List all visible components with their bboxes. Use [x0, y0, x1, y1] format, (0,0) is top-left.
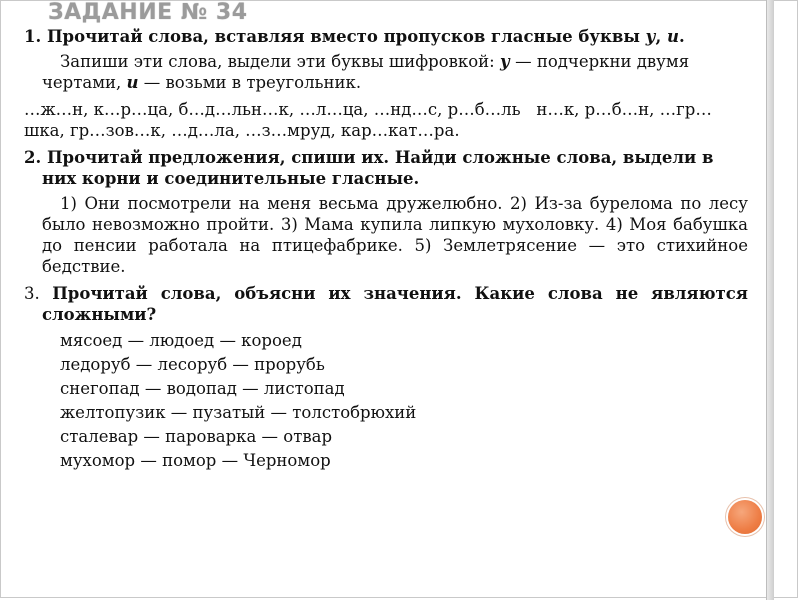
task1-letter-u: у — [645, 27, 656, 46]
task1-heading — [24, 26, 748, 47]
task1-instr-i: и — [126, 73, 139, 92]
orange-circle-decoration — [728, 500, 762, 534]
task3-heading-text: Прочитай слова, объясни их значения. Какие слова не являются сложными? — [42, 284, 748, 324]
task3-heading — [24, 283, 748, 325]
task1-instr-part3: — возьми в треугольник. — [138, 73, 362, 92]
task1-sep: , — [655, 27, 667, 46]
list-item: снегопад — водопад — листопад — [60, 379, 345, 398]
page-title: ЗАДАНИЕ № 34 — [48, 0, 248, 25]
slide-content — [24, 26, 748, 473]
task2-text: 1) Они посмотрели на меня весьма дружелюбно. 2) Из-за бурелома по лесу было невозможно пройти. 3) Мама купила липкую мухоловку. 4) Моя бабушка до пенсии работала на птицефабрике. 5) Землетрясение — это стихийное бедствие. — [42, 194, 748, 276]
task3-word-list — [60, 329, 748, 473]
task3-number: 3. — [24, 284, 53, 303]
task1-heading-text: 1. Прочитай слова, вставляя вместо пропусков гласные буквы — [24, 27, 646, 46]
task1-instr-part1: Запиши эти слова, выдели эти буквы шифровкой: — [60, 52, 500, 71]
task2-heading: 2. Прочитай предложения, спиши их. Найди сложные слова, выдели в них корни и соединительные гласные. — [24, 148, 714, 188]
task1-instr-part2: — подчеркни двумя чертами, — [42, 52, 690, 92]
task1-instr-u: у — [499, 52, 510, 71]
side-decorative-bar — [766, 0, 774, 600]
list-item: мухомор — помор — Черномор — [60, 451, 331, 470]
task1-letter-i: и — [667, 27, 679, 46]
task1-words: …ж…н, к…р…ца, б…д…льн…к, …л…ца, …нд…с, р…б…ль н…к, р…б…н, …гр…шка, гр…зов…к, …д…ла, …з…мруд, кар…кат…ра. — [24, 100, 712, 140]
task1-end: . — [679, 27, 685, 46]
list-item: желтопузик — пузатый — толстобрюхий — [60, 403, 417, 422]
task1-instruction — [24, 51, 748, 93]
list-item: мясоед — людоед — короед — [60, 331, 302, 350]
list-item: ледоруб — лесоруб — прорубь — [60, 355, 325, 374]
list-item: сталевар — пароварка — отвар — [60, 427, 333, 446]
